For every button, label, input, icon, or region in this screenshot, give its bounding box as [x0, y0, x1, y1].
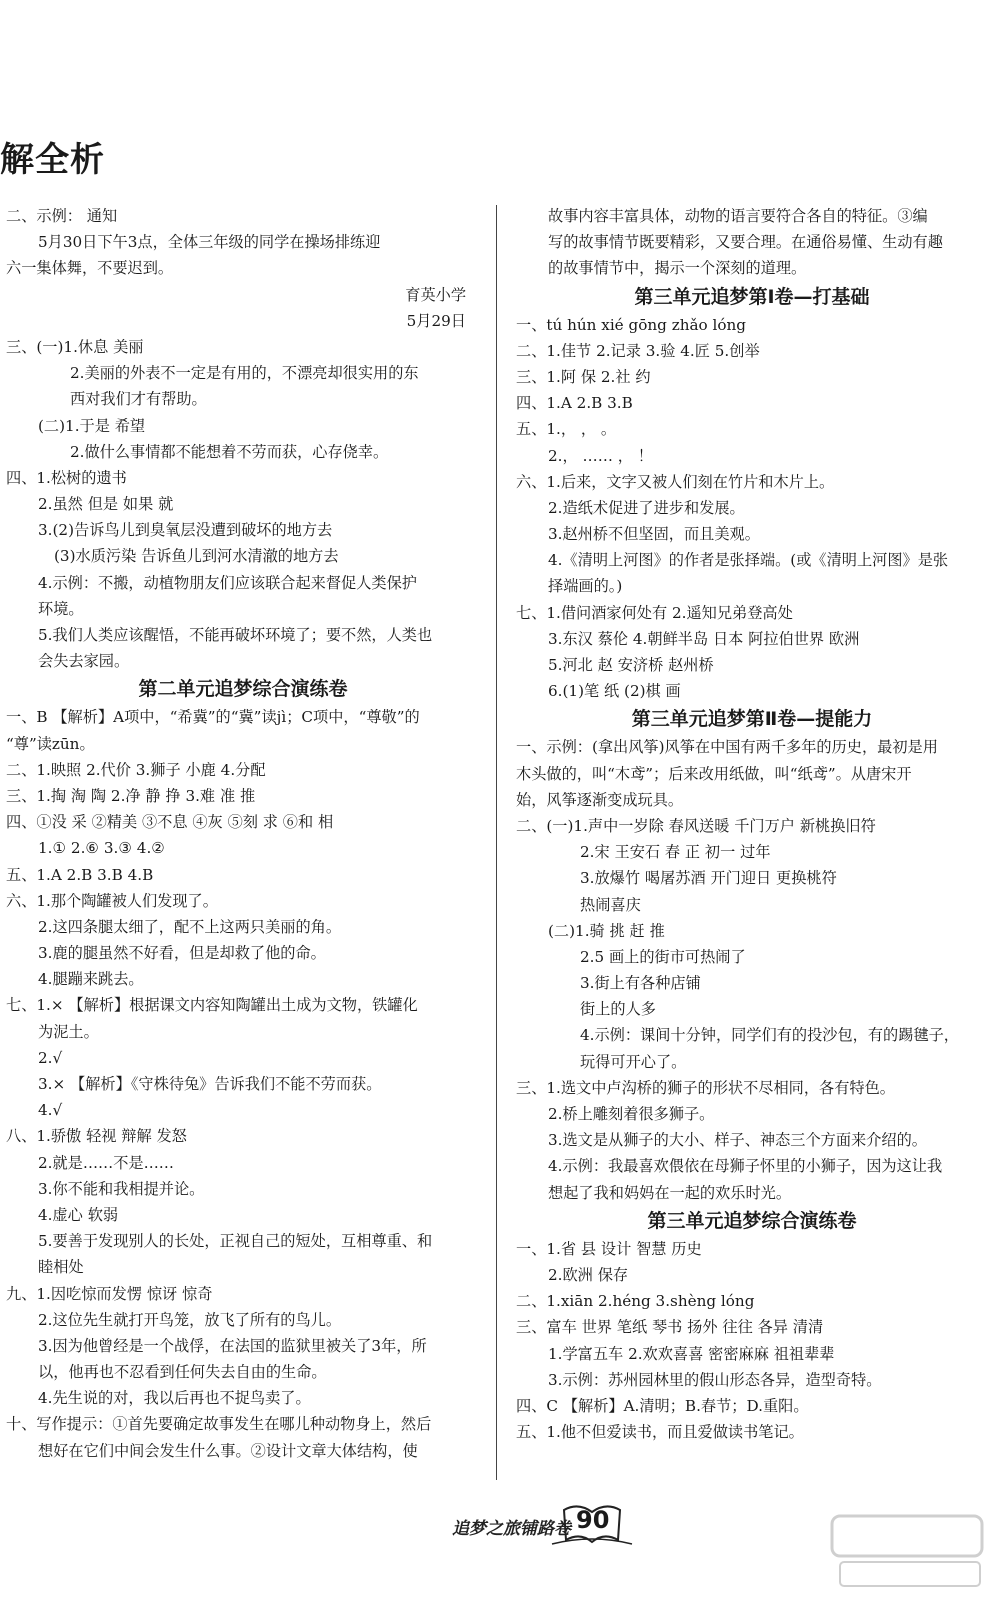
answer-line: 5月30日下午3点，全体三年级的同学在操场排练迎 — [38, 233, 381, 252]
answer-line: 街上的人多 — [580, 1000, 656, 1019]
answer-line: 2.√ — [38, 1048, 63, 1067]
answer-line: 三、1.选文中卢沟桥的狮子的形状不尽相同，各有特色。 — [516, 1078, 895, 1097]
answer-line: 4.示例：不搬，动植物朋友们应该联合起来督促人类保护 — [38, 573, 417, 592]
answer-line: 3.街上有各种店铺 — [580, 974, 701, 993]
answer-line: 4.虚心 软弱 — [38, 1205, 119, 1224]
section-heading: 第二单元追梦综合演练卷 — [138, 678, 348, 701]
answer-line: 三、1.阿 保 2.社 约 — [516, 367, 651, 386]
answer-line: 三、1.掏 淘 陶 2.净 静 挣 3.难 准 推 — [6, 786, 256, 805]
answer-line: 2.这位先生就打开鸟笼，放飞了所有的鸟儿。 — [38, 1310, 342, 1329]
page-number: 90 — [576, 1506, 610, 1534]
answer-line: 3.放爆竹 喝屠苏酒 开门迎日 更换桃符 — [580, 869, 837, 888]
answer-line: 玩得可开心了。 — [580, 1052, 687, 1071]
answer-line: 想起了我和妈妈在一起的欢乐时光。 — [548, 1183, 791, 1202]
answer-line: 四、①没 采 ②精美 ③不息 ④灰 ⑤刻 求 ⑥和 相 — [6, 813, 334, 832]
answer-line: 3.鹿的腿虽然不好看，但是却救了他的命。 — [38, 944, 326, 963]
answer-line: 九、1.因吃惊而发愣 惊讶 惊奇 — [6, 1284, 213, 1303]
answer-line: 会失去家园。 — [38, 652, 130, 671]
answer-line: 择端画的。) — [548, 577, 623, 596]
answer-line: 三、(一)1.休息 美丽 — [6, 337, 144, 356]
answer-line: 环境。 — [38, 599, 84, 618]
answer-line: 2.就是……不是…… — [38, 1153, 174, 1172]
answer-line: 二、1.xiān 2.héng 3.shèng lóng — [516, 1292, 755, 1311]
answer-line: 3.× 【解析】《守株待兔》告诉我们不能不劳而获。 — [38, 1075, 382, 1093]
column-divider — [496, 205, 497, 1480]
answer-line: 2.欧洲 保存 — [548, 1265, 629, 1284]
answer-line: 六、1.后来，文字又被人们刻在竹片和木片上。 — [516, 472, 835, 491]
section-heading: 第三单元追梦综合演练卷 — [647, 1209, 857, 1232]
answer-line: 以，他再也不忍看到任何失去自由的生命。 — [38, 1363, 327, 1382]
answer-line: 2.， …… ， ！ — [548, 446, 653, 465]
answer-line: 3.选文是从狮子的大小、样子、神态三个方面来介绍的。 — [548, 1131, 927, 1150]
answer-line: 5.要善于发现别人的长处，正视自己的短处，互相尊重、和 — [38, 1232, 433, 1251]
answer-line: 4.示例：课间十分钟，同学们有的投沙包，有的踢毽子， — [580, 1026, 959, 1045]
answer-line: 二、示例： 通知 — [6, 207, 118, 225]
answer-line: 四、1.松树的遗书 — [6, 468, 127, 487]
section-heading: 第三单元追梦第Ⅰ卷—打基础 — [634, 285, 870, 308]
answer-line: (二)1.骑 挑 赶 推 — [548, 921, 665, 940]
answer-line: 七、1.× 【解析】根据课文内容知陶罐出土成为文物，铁罐化 — [6, 996, 418, 1015]
answer-line: 的故事情节中，揭示一个深刻的道理。 — [548, 259, 807, 278]
answer-line: 5月29日 — [406, 311, 466, 330]
answer-line: 3.赵州桥不但坚固，而且美观。 — [548, 525, 760, 544]
answer-line: 3.你不能和我相提并论。 — [38, 1179, 205, 1198]
answer-line: 4.腿蹦来跳去。 — [38, 970, 144, 989]
answer-line: 3.因为他曾经是一个战俘，在法国的监狱里被关了3年，所 — [38, 1336, 427, 1355]
section-heading: 第三单元追梦第Ⅱ卷—提能力 — [631, 708, 873, 731]
answer-line: 始，风筝逐渐变成玩具。 — [516, 790, 684, 809]
answer-line: 七、1.借问酒家何处有 2.遥知兄弟登高处 — [516, 603, 793, 622]
answer-line: 四、1.A 2.B 3.B — [516, 394, 633, 413]
answer-line: 三、富车 世界 笔纸 琴书 扬外 往往 各异 清清 — [516, 1318, 824, 1337]
answer-line: 五、1.A 2.B 3.B 4.B — [6, 865, 154, 884]
answer-line: 睦相处 — [38, 1258, 84, 1277]
answer-line: 一、B 【解析】A项中，“希冀”的“冀”读jì；C项中，“尊敬”的 — [6, 708, 420, 727]
footer-brand: 追梦之旅铺路卷 — [452, 1519, 571, 1539]
watermark-logo-icon — [828, 1510, 988, 1590]
page-title: 解全析 — [0, 140, 105, 180]
answer-line: 想好在它们中间会发生什么事。②设计文章大体结构，使 — [38, 1441, 418, 1460]
answer-line: 西对我们才有帮助。 — [70, 390, 207, 409]
answer-line: (二)1.于是 希望 — [38, 416, 146, 435]
answer-line: 2.宋 王安石 春 正 初一 过年 — [580, 843, 771, 862]
answer-line: 一、1.省 县 设计 智慧 历史 — [516, 1239, 702, 1258]
answer-line: 4.《清明上河图》的作者是张择端。(或《清明上河图》是张 — [548, 551, 949, 570]
answer-line: 一、tú hún xié gōng zhǎo lóng — [516, 315, 747, 334]
answer-line: 五、1.他不但爱读书，而且爱做读书笔记。 — [516, 1423, 804, 1442]
answer-line: 故事内容丰富具体，动物的语言要符合各自的特征。③编 — [548, 207, 928, 225]
answer-line: 为泥土。 — [38, 1022, 99, 1041]
footer — [452, 1504, 642, 1548]
answer-line: 4.示例：我最喜欢偎依在母狮子怀里的小狮子，因为这让我 — [548, 1157, 943, 1176]
answer-line: 2.桥上雕刻着很多狮子。 — [548, 1105, 715, 1123]
answer-line: 1.① 2.⑥ 3.③ 4.② — [38, 839, 165, 858]
answer-line: 二、1.映照 2.代价 3.狮子 小鹿 4.分配 — [6, 760, 266, 779]
answer-line: 2.美丽的外表不一定是有用的，不漂亮却很实用的东 — [70, 364, 419, 383]
answer-line: 二、(一)1.声中一岁除 春风送暖 千门万户 新桃换旧符 — [516, 816, 876, 835]
answer-line: 5.我们人类应该醒悟，不能再破坏环境了；要不然，人类也 — [38, 626, 433, 644]
answer-line: “尊”读zūn。 — [6, 734, 95, 753]
answer-line: 六、1.那个陶罐被人们发现了。 — [6, 891, 218, 910]
right-column — [516, 203, 988, 1445]
answer-line: 3.东汉 蔡伦 4.朝鲜半岛 日本 阿拉伯世界 欧洲 — [548, 629, 860, 648]
answer-line: 2.做什么事情都不能想着不劳而获，心存侥幸。 — [70, 442, 389, 461]
answer-line: 2.造纸术促进了进步和发展。 — [548, 498, 745, 517]
answer-line: 热闹喜庆 — [580, 895, 641, 914]
answer-line: 六一集体舞，不要迟到。 — [6, 259, 174, 278]
answer-line: 写的故事情节既要精彩，又要合理。在通俗易懂、生动有趣 — [548, 233, 943, 252]
answer-line: 木头做的，叫“木鸢”；后来改用纸做，叫“纸鸢”。从唐宋开 — [516, 764, 912, 783]
answer-line: 3.(2)告诉鸟儿到臭氧层没遭到破坏的地方去 — [38, 521, 333, 540]
answer-line: 2.5 画上的街市可热闹了 — [580, 947, 746, 966]
answer-line: 4.√ — [38, 1101, 63, 1120]
answer-line: 4.先生说的对，我以后再也不捉鸟卖了。 — [38, 1389, 311, 1408]
answer-line: 1.学富五车 2.欢欢喜喜 密密麻麻 祖祖辈辈 — [548, 1344, 835, 1363]
answer-line: 3.示例：苏州园林里的假山形态各异，造型奇特。 — [548, 1370, 882, 1389]
answer-line: 五、1.， ， 。 — [516, 420, 617, 439]
answer-line: 一、示例：(拿出风筝)风筝在中国有两千多年的历史，最初是用 — [516, 738, 938, 757]
answer-line: 2.虽然 但是 如果 就 — [38, 495, 174, 514]
answer-line: 5.河北 赵 安济桥 赵州桥 — [548, 656, 714, 674]
answer-line: 6.(1)笔 纸 (2)棋 画 — [548, 682, 681, 701]
answer-line: 四、C 【解析】A.清明；B.春节；D.重阳。 — [516, 1396, 809, 1415]
answer-line: 二、1.佳节 2.记录 3.验 4.匠 5.创举 — [516, 341, 760, 360]
left-column — [6, 203, 480, 1464]
answer-line: 八、1.骄傲 轻视 辩解 发怒 — [6, 1127, 187, 1146]
answer-line: (3)水质污染 告诉鱼儿到河水清澈的地方去 — [54, 547, 339, 566]
answer-line: 育英小学 — [405, 285, 466, 304]
answer-line: 2.这四条腿太细了，配不上这两只美丽的角。 — [38, 917, 342, 936]
answer-line: 十、写作提示：①首先要确定故事发生在哪儿种动物身上，然后 — [6, 1415, 432, 1434]
